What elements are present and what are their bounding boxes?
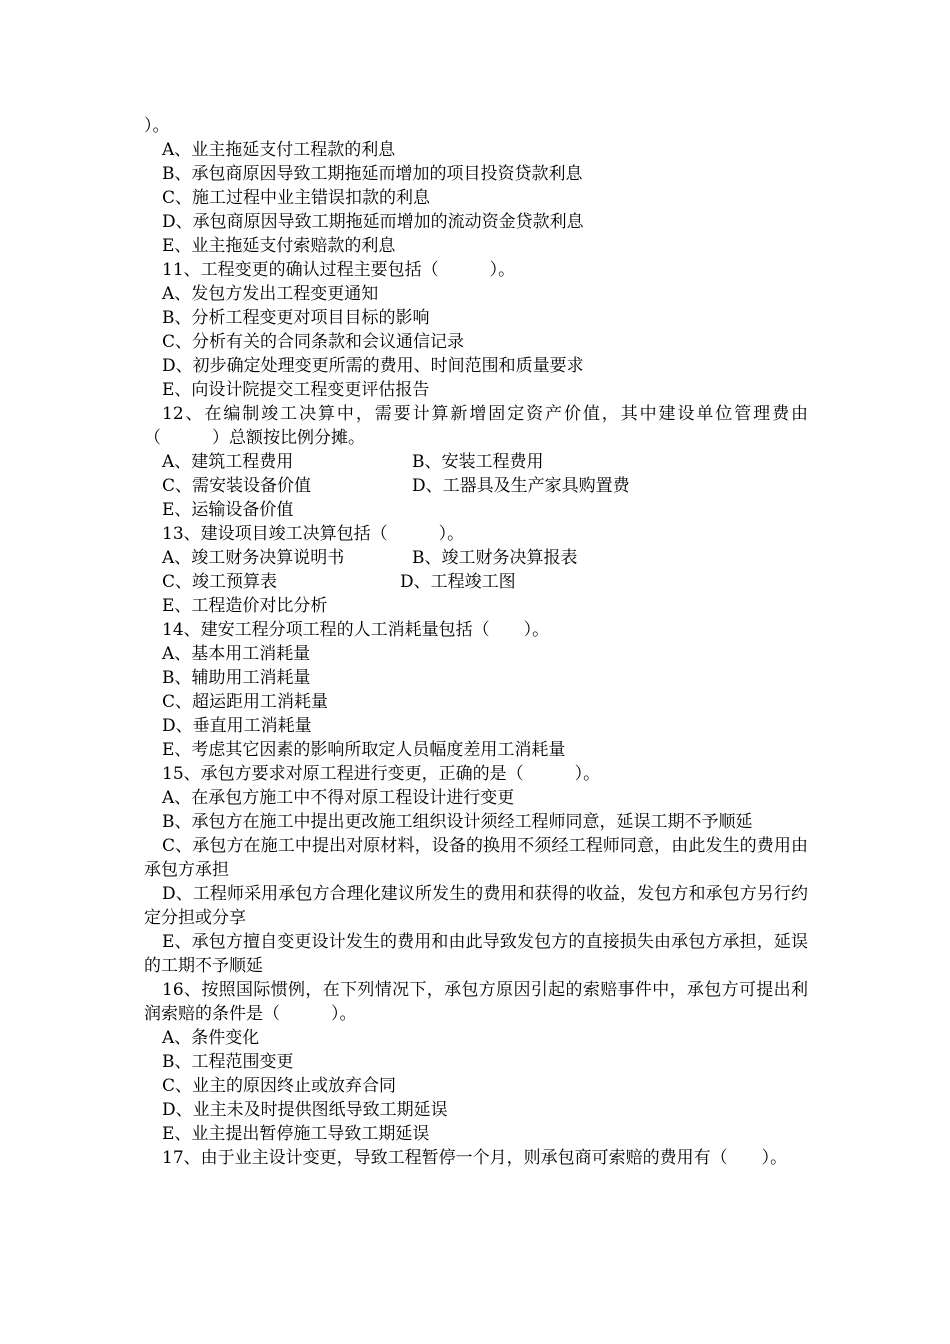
option-10e: E、业主拖延支付索赔款的利息 [162,236,396,256]
option-11d: D、初步确定处理变更所需的费用、时间范围和质量要求 [162,356,584,376]
question-15: 15、承包方要求对原工程进行变更，正确的是（ ）。 [162,764,601,784]
question-14: 14、建安工程分项工程的人工消耗量包括（ ）。 [162,620,550,640]
option-10b: B、承包商原因导致工期拖延而增加的项目投资贷款利息 [162,164,583,184]
option-12a: A、建筑工程费用 [162,452,294,472]
option-14e: E、考虑其它因素的影响所取定人员幅度差用工消耗量 [162,740,566,760]
question-10-tail: ）。 [144,116,170,136]
option-16d: D、业主未及时提供图纸导致工期延误 [162,1100,448,1120]
option-13d: D、工程竣工图 [400,572,516,592]
question-17: 17、由于业主设计变更，导致工程暂停一个月，则承包商可索赔的费用有（ ）。 [162,1148,788,1168]
option-12c: C、需安装设备价值 [162,476,312,496]
option-16a: A、条件变化 [162,1028,260,1048]
question-12: 12、在编制竣工决算中，需要计算新增固定资产价值，其中建设单位管理费由（ ）总额按比例分摊。 [144,404,808,448]
option-15a: A、在承包方施工中不得对原工程设计进行变更 [162,788,515,808]
options-12-row2 [144,474,808,498]
option-16c: C、业主的原因终止或放弃合同 [162,1076,397,1096]
option-10d: D、承包商原因导致工期拖延而增加的流动资金贷款利息 [162,212,584,232]
option-12e: E、运输设备价值 [162,500,294,520]
option-14d: D、垂直用工消耗量 [162,716,312,736]
option-11e: E、向设计院提交工程变更评估报告 [162,380,430,400]
option-15d: D、工程师采用承包方合理化建议所发生的费用和获得的收益，发包方和承包方另行约定分担或分享 [144,884,808,928]
option-11c: C、分析有关的合同条款和会议通信记录 [162,332,465,352]
options-12-row1 [144,450,808,474]
option-14a: A、基本用工消耗量 [162,644,311,664]
document-body [144,114,808,1170]
option-16e: E、业主提出暂停施工导致工期延误 [162,1124,430,1144]
option-10a: A、业主拖延支付工程款的利息 [162,140,396,160]
option-15e: E、承包方擅自变更设计发生的费用和由此导致发包方的直接损失由承包方承担，延误的工期不予顺延 [144,932,808,976]
option-15c: C、承包方在施工中提出对原材料，设备的换用不须经工程师同意，由此发生的费用由承包方承担 [144,836,808,880]
option-11b: B、分析工程变更对项目目标的影响 [162,308,430,328]
question-16: 16、按照国际惯例，在下列情况下，承包方原因引起的索赔事件中，承包方可提出利润索赔的条件是（ ）。 [144,980,808,1024]
option-14c: C、超运距用工消耗量 [162,692,329,712]
option-16b: B、工程范围变更 [162,1052,294,1072]
option-12b: B、安装工程费用 [412,452,544,472]
option-12d: D、工器具及生产家具购置费 [412,476,630,496]
options-13-row2 [144,570,808,594]
option-15b: B、承包方在施工中提出更改施工组织设计须经工程师同意，延误工期不予顺延 [162,812,753,832]
options-13-row1 [144,546,808,570]
option-11a: A、发包方发出工程变更通知 [162,284,379,304]
question-13: 13、建设项目竣工决算包括（ ）。 [162,524,465,544]
option-13c: C、竣工预算表 [162,572,278,592]
option-10c: C、施工过程中业主错误扣款的利息 [162,188,431,208]
question-11: 11、工程变更的确认过程主要包括（ ）。 [162,260,516,280]
option-13a: A、竣工财务决算说明书 [162,548,345,568]
option-13b: B、竣工财务决算报表 [412,548,578,568]
option-14b: B、辅助用工消耗量 [162,668,311,688]
option-13e: E、工程造价对比分析 [162,596,328,616]
